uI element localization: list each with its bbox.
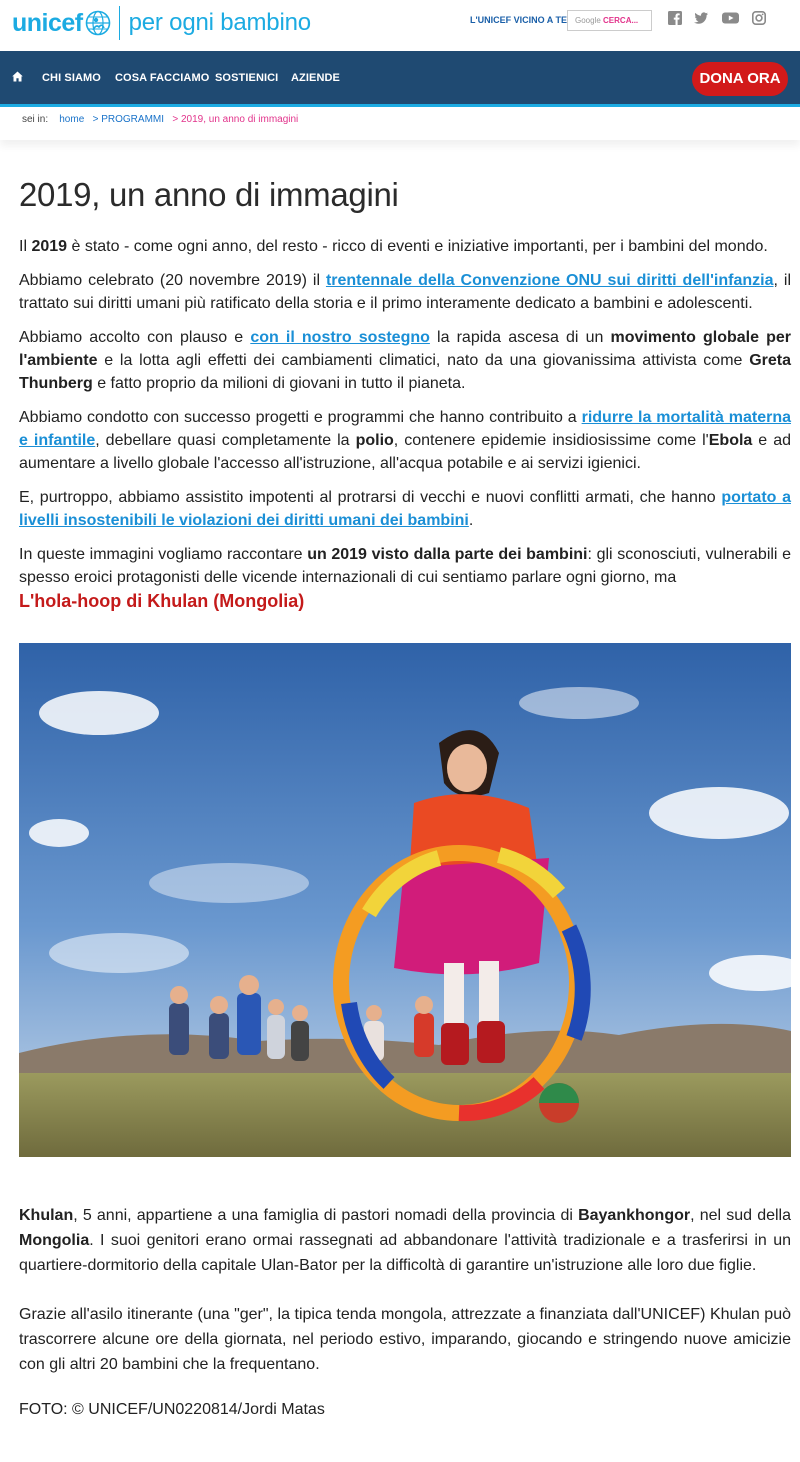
paragraph-6: In queste immagini vogliamo raccontare un 2019 visto dalla parte dei bambini: gli sconosciuti, vulnerabili e spesso eroici protagonisti delle vicende internazionali di cui sentiamo parlare ogni giorno, ma xyxy=(19,546,792,586)
paragraph-5: E, purtroppo, abbiamo assistito impotenti al protrarsi di vecchi e nuovi conflitti armati, che hanno portato a livelli insostenibili le violazioni dei diritti umani dei bambini. xyxy=(19,489,791,529)
search-placeholder: CERCA... xyxy=(603,16,639,25)
paragraph-1: Il 2019 è stato - come ogni anno, del resto - ricco di eventi e iniziative importanti, per i bambini del mondo. xyxy=(19,238,768,255)
section-title: L'hola-hoop di Khulan (Mongolia) xyxy=(19,591,305,611)
main-nav xyxy=(0,51,800,107)
globe-icon xyxy=(85,10,111,36)
unicef-vicino-link[interactable]: L'UNICEF VICINO A TE xyxy=(470,15,567,25)
breadcrumb-home[interactable]: home xyxy=(59,114,85,125)
caption-paragraph-2: Grazie all'asilo itinerante (una "ger", la tipica tenda mongola, attrezzate a finanziata dall'UNICEF) Khulan può trascorrere alcune ore della giornata, nel periodo estivo, imparando, giocando e stringendo nuove amicizie con gli altri 20 bambini che la frequentano. xyxy=(19,1306,791,1373)
link-nostro-sostegno[interactable]: con il nostro sostegno xyxy=(250,329,430,346)
search-prefix: Google xyxy=(575,16,601,25)
link-mortalita-materna[interactable]: ridurre la mortalità materna e infantile xyxy=(19,409,792,449)
paragraph-3: Abbiamo accolto con plauso e con il nostro sostegno la rapida ascesa di un movimento globale per l'ambiente e la lotta agli effetti dei cambiamenti climatici, nato da una giovanissima attivista come Greta Thunberg e fatto proprio da milioni di giovani in tutto il pianeta. xyxy=(19,329,792,392)
nav-item-sostienici[interactable]: SOSTIENICI xyxy=(215,72,279,84)
breadcrumb-programmi[interactable]: > PROGRAMMI xyxy=(92,114,165,125)
youtube-icon[interactable] xyxy=(722,11,739,25)
logo-separator xyxy=(119,6,120,40)
link-violazioni-diritti[interactable]: portato a livelli insostenibili le violazioni dei diritti umani dei bambini xyxy=(19,489,791,529)
article-body xyxy=(19,176,791,626)
photo-caption xyxy=(19,1203,791,1419)
instagram-icon[interactable] xyxy=(752,11,766,25)
caption-paragraph-1: Khulan, 5 anni, appartiene a una famiglia di pastori nomadi della provincia di Bayankhongor, nel sud della Mongolia. I suoi genitori erano ormai rassegnati ad abbandonare l'attività tradizionale e a trasferirsi in un quartiere-dormitorio della capitale Ulan-Bator per la difficoltà di garantire un'istruzione alle loro due figlie. xyxy=(19,1207,792,1274)
home-icon[interactable] xyxy=(12,71,23,82)
link-convenzione-onu[interactable]: trentennale della Convenzione ONU sui diritti dell'infanzia xyxy=(325,272,774,289)
nav-item-chi-siamo[interactable]: CHI SIAMO xyxy=(42,72,101,84)
nav-item-aziende[interactable]: AZIENDE xyxy=(291,72,340,84)
top-header xyxy=(0,0,800,51)
paragraph-2: Abbiamo celebrato (20 novembre 2019) il trentennale della Convenzione ONU sui diritti dell'infanzia, il trattato sui diritti umani più ratificato della storia e il primo interamente dedicato a bambini e adolescenti. xyxy=(19,272,792,312)
facebook-icon[interactable] xyxy=(668,11,682,25)
breadcrumb-prefix: sei in: xyxy=(22,114,49,125)
photo-credit: FOTO: © UNICEF/UN0220814/Jordi Matas xyxy=(19,1401,325,1418)
twitter-icon[interactable] xyxy=(694,11,708,25)
paragraph-4: Abbiamo condotto con successo progetti e programmi che hanno contribuito a ridurre la mortalità materna e infantile, debellare quasi completamente la polio, contenere epidemie insidiosissime come l'Ebola e ad aumentare a livello globale l'accesso all'istruzione, all'acqua potabile e ai servizi igienici. xyxy=(19,409,792,472)
page-title: 2019, un anno di immagini xyxy=(19,176,399,213)
unicef-logo[interactable] xyxy=(12,6,311,40)
nav-item-cosa-facciamo[interactable]: COSA FACCIAMO xyxy=(115,72,210,84)
breadcrumb-current: > 2019, un anno di immagini xyxy=(172,114,299,125)
breadcrumb xyxy=(0,110,800,140)
logo-wordmark: unicef xyxy=(12,8,83,37)
khulan-photo xyxy=(19,643,791,1157)
search-input[interactable] xyxy=(567,10,652,31)
donate-button[interactable]: DONA ORA xyxy=(692,62,788,96)
tagline: per ogni bambino xyxy=(128,9,311,36)
